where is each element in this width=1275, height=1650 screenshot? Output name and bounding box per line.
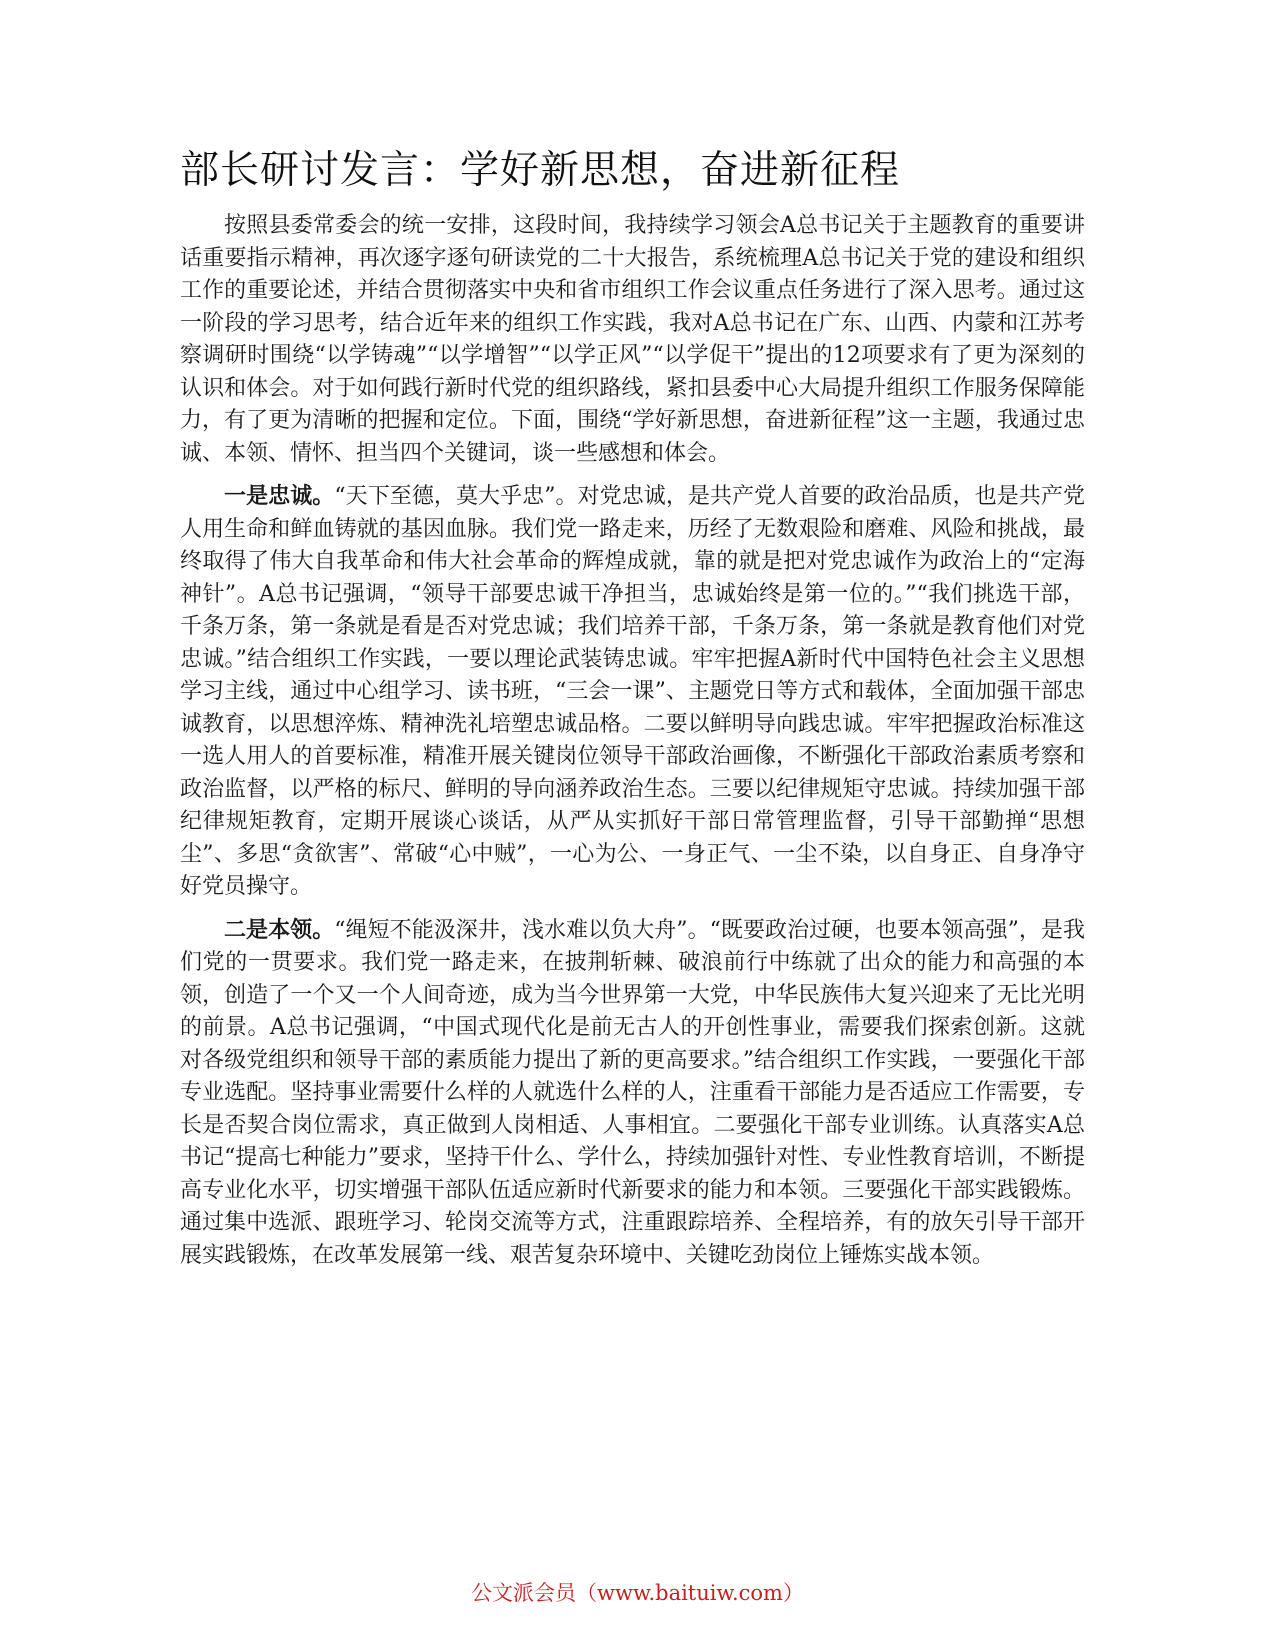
section-loyalty-heading: 一是忠诚。 xyxy=(224,484,335,509)
section-ability-body: “绳短不能汲深井，浅水难以负大舟”。“既要政治过硬，也要本领高强”，是我们党的一贯要求。我们党一路走来，在披荆斩棘、破浪前行中练就了出众的能力和高强的本领，创造了一个又一个人间奇迹，成为当今世界第一大党，中华民族伟大复兴迎来了无比光明的前景。A总书记强调，“中国式现代化是前无古人的开创性事业，需要我们探索创新。这就对各级党组织和领导干部的素质能力提出了新的更高要求。”结合组织工作实践，一要强化干部专业选配。坚持事业需要什么样的人就选什么样的人，注重看干部能力是否适应工作需要，专长是否契合岗位需求，真正做到人岗相适、人事相宜。二要强化干部专业训练。认真落实A总书记“提高七种能力”要求，坚持干什么、学什么，持续加强针对性、专业性教育培训，不断提高专业化水平，切实增强干部队伍适应新时代新要求的能力和本领。三要强化干部实践锻炼。通过集中选派、跟班学习、轮岗交流等方式，注重跟踪培养、全程培养，有的放矢引导干部开展实践锻炼，在改革发展第一线、艰苦复杂环境中、关键吃劲岗位上锤炼实战本领。 xyxy=(180,917,1085,1268)
footer-watermark-link[interactable]: 公文派会员（www.baituiw.com） xyxy=(471,1581,804,1605)
document-page xyxy=(180,148,1085,1283)
section-ability-heading: 二是本领。 xyxy=(224,917,335,943)
intro-paragraph: 按照县委常委会的统一安排，这段时间，我持续学习领会A总书记关于主题教育的重要讲话重要指示精神，再次逐字逐句研读党的二十大报告，系统梳理A总书记关于党的建设和组织工作的重要论述，并结合贯彻落实中央和省市组织工作会议重点任务进行了深入思考。通过这一阶段的学习思考，结合近年来的组织工作实践，我对A总书记在广东、山西、内蒙和江苏考察调研时围绕“以学铸魂”“以学增智”“以学正风”“以学促干”提出的12项要求有了更为深刻的认识和体会。对于如何践行新时代党的组织路线，紧扣县委中心大局提升组织工作服务保障能力，有了更为清晰的把握和定位。下面，围绕“学好新思想，奋进新征程”这一主题，我通过忠诚、本领、情怀、担当四个关键词，谈一些感想和体会。 xyxy=(180,213,1085,466)
section-loyalty xyxy=(180,481,1085,904)
section-loyalty-body: “天下至德，莫大乎忠”。对党忠诚，是共产党人首要的政治品质，也是共产党人用生命和鲜血铸就的基因血脉。我们党一路走来，历经了无数艰险和磨难、风险和挑战，最终取得了伟大自我革命和伟大社会革命的辉煌成就，靠的就是把对党忠诚作为政治上的“定海神针”。A总书记强调，“领导干部要忠诚干净担当，忠诚始终是第一位的。”“我们挑选干部，千条万条，第一条就是看是否对党忠诚；我们培养干部，千条万条，第一条就是教育他们对党忠诚。”结合组织工作实践，一要以理论武装铸忠诚。牢牢把握A新时代中国特色社会主义思想学习主线，通过中心组学习、读书班，“三会一课”、主题党日等方式和载体，全面加强干部忠诚教育，以思想淬炼、精神洗礼培塑忠诚品格。二要以鲜明导向践忠诚。牢牢把握政治标准这一选人用人的首要标准，精准开展关键岗位领导干部政治画像，不断强化干部政治素质考察和政治监督，以严格的标尺、鲜明的导向涵养政治生态。三要以纪律规矩守忠诚。持续加强干部纪律规矩教育，定期开展谈心谈话，从严从实抓好干部日常管理监督，引导干部勤掸“思想尘”、多思“贪欲害”、常破“心中贼”，一心为公、一身正气、一尘不染，以自身正、自身净守好党员操守。 xyxy=(180,484,1086,899)
document-title: 部长研讨发言：学好新思想，奋进新征程 xyxy=(180,148,901,193)
section-ability xyxy=(180,915,1085,1273)
